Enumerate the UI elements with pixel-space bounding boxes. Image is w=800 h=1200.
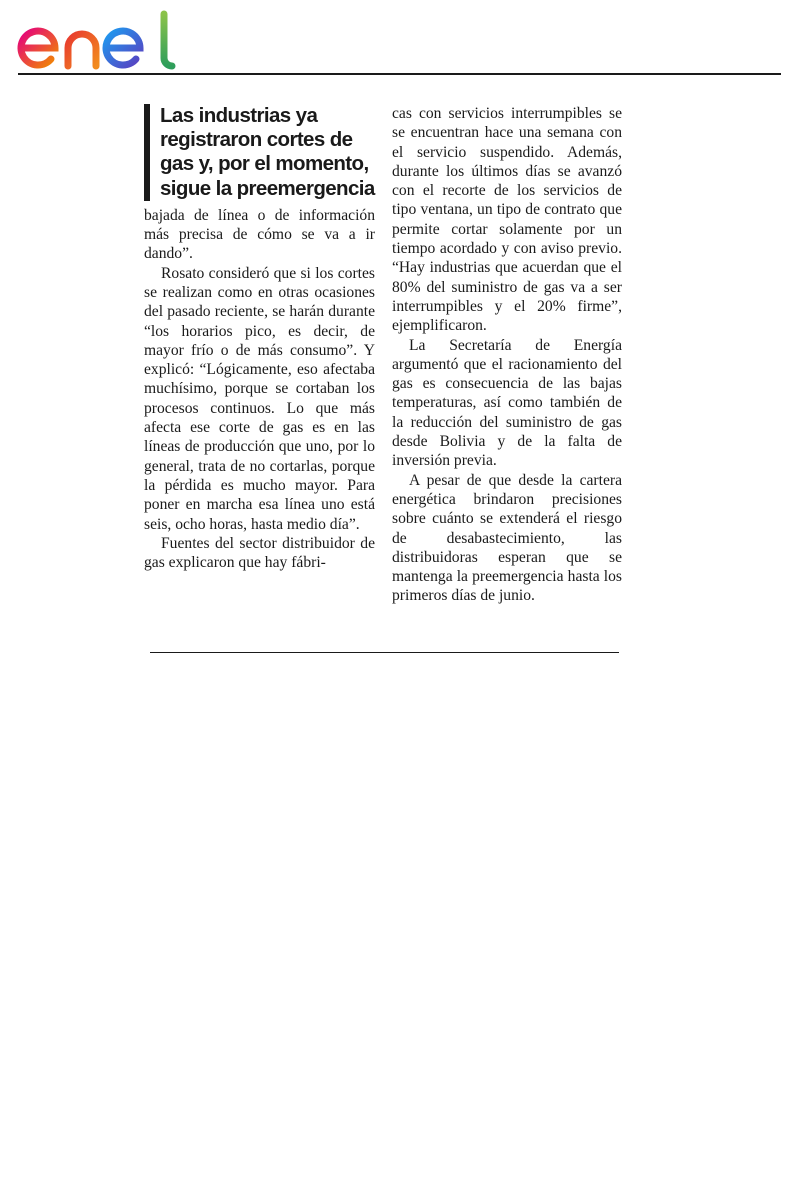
article-paragraph: bajada de línea o de información más precisa de cómo se va a ir dando”. bbox=[144, 206, 375, 263]
article-end-divider bbox=[150, 652, 619, 653]
article-headline: Las industrias ya registraron cortes de gas y, por el momento, sigue la preemergencia bbox=[160, 104, 375, 200]
headline-box bbox=[144, 104, 375, 201]
enel-logo bbox=[14, 6, 184, 72]
article-column-left bbox=[144, 104, 375, 572]
article-paragraph: A pesar de que desde la cartera energética brindaron precisiones sobre cuánto se extenderá el riesgo de desabastecimiento, las distribuidoras esperan que se mantenga la preemergencia hasta los primeros días de junio. bbox=[392, 471, 622, 605]
article-paragraph: Fuentes del sector distribuidor de gas explicaron que hay fábri- bbox=[144, 534, 375, 572]
article-paragraph: La Secretaría de Energía argumentó que el racionamiento del gas es consecuencia de las bajas temperaturas, así como también de la reducción del suministro de gas desde Bolivia y de la falta de inversión previa. bbox=[392, 336, 622, 470]
article-paragraph: cas con servicios interrumpibles se se encuentran hace una semana con el servicio suspendido. Además, durante los últimos días se avanzó con el recorte de los servicios de tipo ventana, un tipo de contrato que permite cortar solamente por un tiempo acordado y con aviso previo. “Hay industrias que acuerdan que el 80% del suministro de gas va a ser interrumpibles y el 20% firme”, ejemplificaron. bbox=[392, 105, 622, 335]
article-paragraph: Rosato consideró que si los cortes se realizan como en otras ocasiones del pasado reciente, se harán durante “los horarios pico, es decir, de mayor frío o de más consumo”. Y explicó: “Lógicamente, eso afectaba muchísimo, porque se cortaban los procesos continuos. Lo que más afecta ese corte de gas es en las líneas de producción que uno, por lo general, trata de no cortarlas, porque la pérdida es mucho mayor. Para poner en marcha esa línea uno está seis, ocho horas, hasta medio día”. bbox=[144, 264, 375, 533]
article-column-right bbox=[392, 104, 622, 606]
header-divider bbox=[18, 73, 781, 75]
